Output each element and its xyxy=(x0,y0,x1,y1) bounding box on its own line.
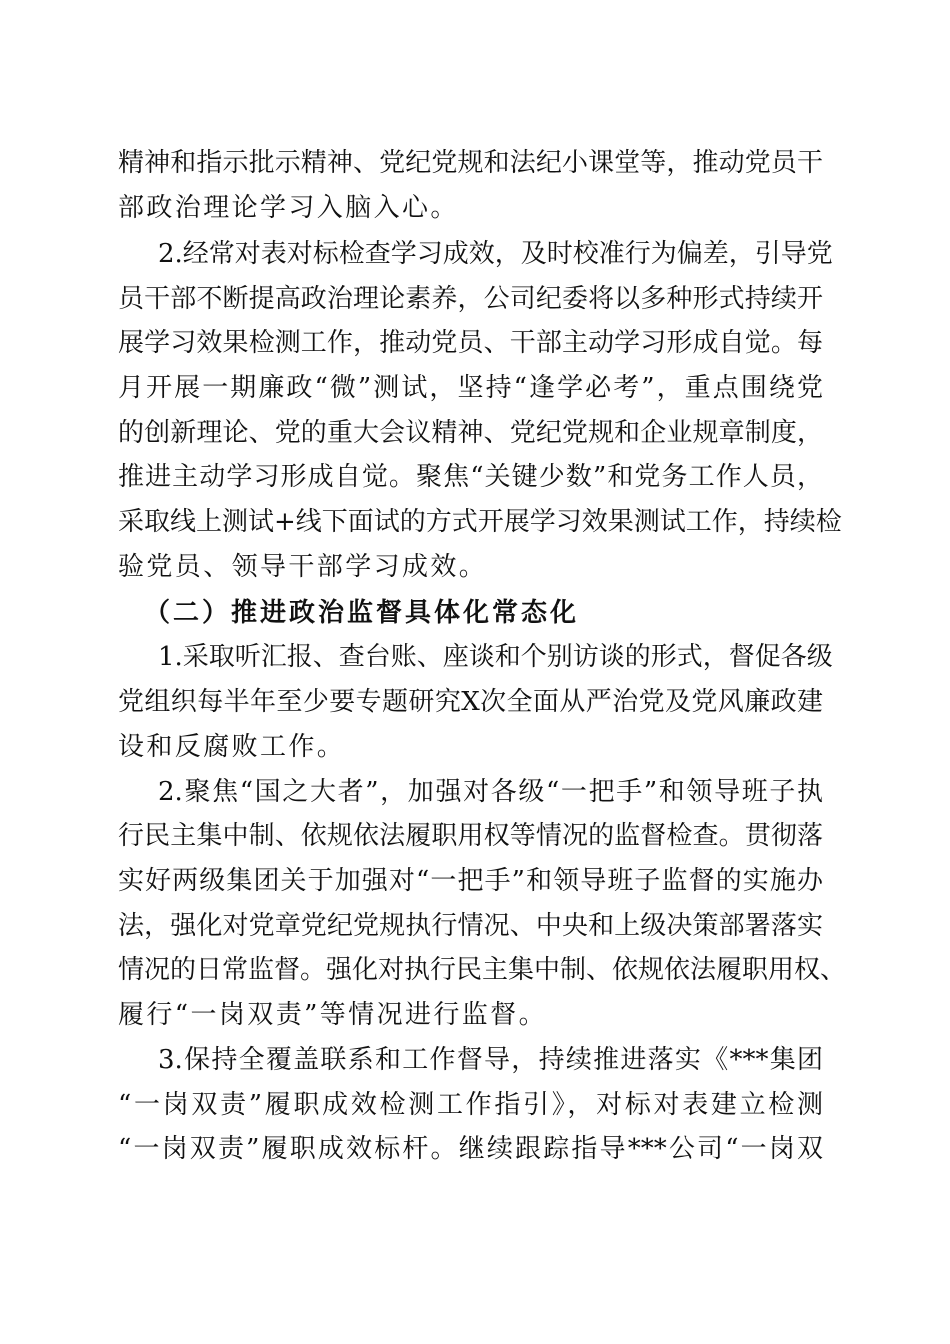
text-line-8: 推进主动学习形成自觉。聚焦“关键少数”和党务工作人员， xyxy=(118,462,823,492)
text-line-10: 验党员、领导干部学习成效。 xyxy=(118,552,488,582)
text-line-2: 部政治理论学习入脑入心。 xyxy=(118,193,459,223)
text-line-7: 的创新理论、党的重大会议精神、党纪党规和企业规章制度， xyxy=(118,418,823,448)
text-line-9: 采取线上测试+线下面试的方式开展学习效果测试工作，持续检 xyxy=(118,507,842,537)
text-line-12: 1.采取听汇报、查台账、座谈和个别访谈的形式，督促各级 xyxy=(158,642,833,672)
text-line-1: 精神和指示批示精神、党纪党规和法纪小课堂等，推动党员干 xyxy=(118,148,823,178)
text-line-5: 展学习效果检测工作，推动党员、干部主动学习形成自觉。每 xyxy=(118,328,823,358)
text-line-6: 月开展一期廉政“微”测试，坚持“逢学必考”，重点围绕党 xyxy=(118,373,823,403)
text-line-16: 行民主集中制、依规依法履职用权等情况的监督检查。贯彻落 xyxy=(118,821,823,851)
text-line-22: “一岗双责”履职成效检测工作指引》，对标对表建立检测 xyxy=(118,1090,823,1120)
text-line-17: 实好两级集团关于加强对“一把手”和领导班子监督的实施办 xyxy=(118,866,823,896)
text-line-14: 设和反腐败工作。 xyxy=(118,732,346,762)
text-line-23: “一岗双责”履职成效标杆。继续跟踪指导***公司“一岗双 xyxy=(118,1134,823,1164)
text-line-19: 情况的日常监督。强化对执行民主集中制、依规依法履职用权、 xyxy=(118,955,847,985)
text-line-13: 党组织每半年至少要专题研究X次全面从严治党及党风廉政建 xyxy=(118,687,823,717)
section-heading: （二）推进政治监督具体化常态化 xyxy=(144,598,580,628)
text-line-4: 员干部不断提高政治理论素养，公司纪委将以多种形式持续开 xyxy=(118,284,823,314)
text-line-18: 法，强化对党章党纪党规执行情况、中央和上级决策部署落实 xyxy=(118,911,823,941)
text-line-20: 履行“一岗双责”等情况进行监督。 xyxy=(118,1000,547,1030)
text-line-15: 2.聚焦“国之大者”，加强对各级“一把手”和领导班子执 xyxy=(158,777,823,807)
text-line-21: 3.保持全覆盖联系和工作督导，持续推进落实《***集团 xyxy=(158,1045,823,1075)
text-line-3: 2.经常对表对标检查学习成效，及时校准行为偏差，引导党 xyxy=(158,239,833,269)
